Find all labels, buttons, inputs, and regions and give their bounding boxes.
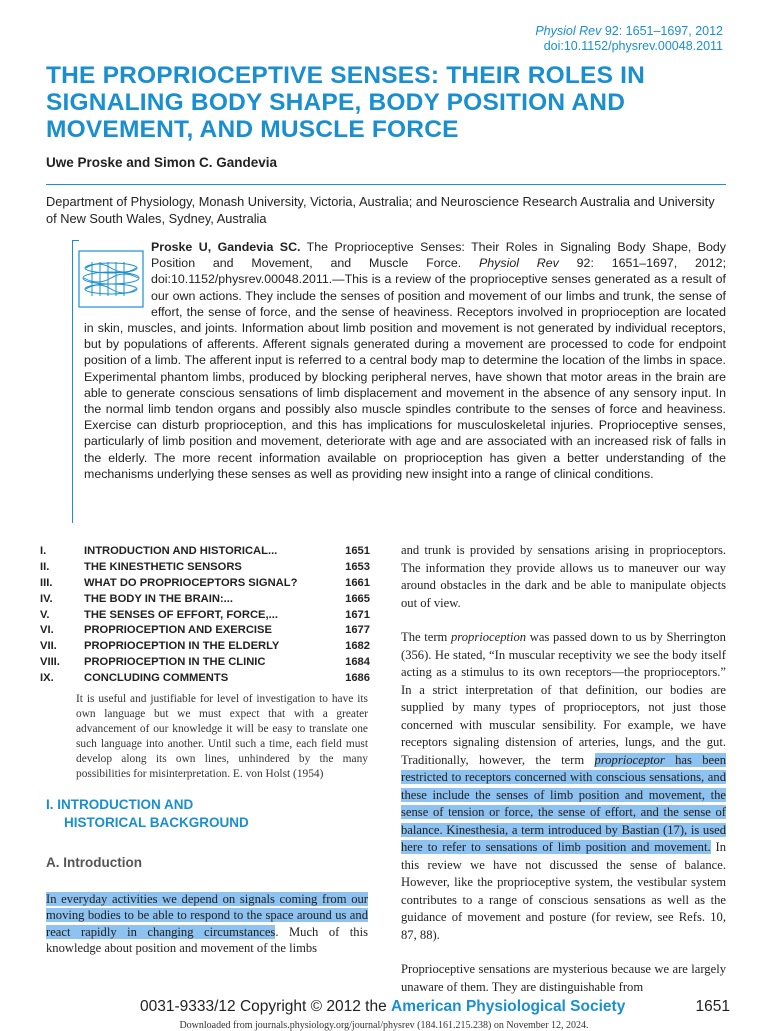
highlighted-text: [401, 753, 726, 855]
toc-item[interactable]: [40, 544, 370, 560]
term: proprioception: [451, 630, 527, 644]
toc-page: 1651: [345, 545, 370, 557]
toc-title: PROPRIOCEPTION IN THE ELDERLY: [84, 640, 280, 653]
toc-page: 1671: [345, 608, 370, 621]
abstract: [84, 239, 726, 482]
toc-item[interactable]: [40, 560, 370, 576]
toc-page: 1661: [345, 576, 370, 589]
toc-page: 1682: [345, 640, 370, 653]
epigraph-quote: It is useful and justifiable for level of investigation to have its own language but we must expect that with a greater advancement of our knowledge it will be easy to translate one such language into another. Until such a time, each field must develop along its own lines, unhindered by the many possibilities for misinterpretation. E. von Holst (1954): [76, 693, 368, 780]
toc-num: IV.: [40, 592, 53, 605]
toc-num: V.: [40, 608, 50, 621]
toc-num: VI.: [40, 624, 54, 637]
paragraph: Proprioceptive sensations are mysterious because we are largely unaware of them. They are distinguishable from: [401, 962, 726, 994]
copyright-footer: [140, 998, 730, 1016]
download-notice: Downloaded from journals.physiology.org/journal/physrev (184.161.215.238) on November 12, 2024.: [179, 1020, 589, 1031]
toc-item[interactable]: [40, 576, 370, 592]
toc-num: IX.: [40, 672, 54, 685]
toc-num: I.: [40, 545, 47, 557]
subsection-heading: A. Introduction: [46, 855, 142, 870]
abstract-citation-text: The Proprioceptive Senses: Their Roles in Signaling Body Shape, Body Position and Movement, and Muscle Force.: [151, 240, 726, 271]
toc-item[interactable]: [40, 592, 370, 608]
article-title: THE PROPRIOCEPTIVE SENSES: THEIR ROLES IN SIGNALING BODY SHAPE, BODY POSITION AND MOVEMENT, AND MUSCLE FORCE: [46, 62, 646, 143]
toc-title: THE KINESTHETIC SENSORS: [84, 560, 242, 573]
paragraph: and trunk is provided by sensations arising in proprioceptors. The information they provide allows us to maneuver our way around obstacles in the dark and be able to manipulate objects out of view.: [401, 543, 726, 610]
toc-title: CONCLUDING COMMENTS: [84, 672, 229, 685]
paragraph: [401, 629, 726, 944]
journal-name: Physiol Rev: [535, 24, 602, 38]
toc-title: WHAT DO PROPRIOCEPTORS SIGNAL?: [84, 576, 298, 589]
toc-num: VIII.: [40, 656, 60, 669]
term: proprioceptor: [594, 752, 665, 767]
body-text: In this review we have not discussed the sense of balance. However, like the proprioceptive system, the vestibular system contributes to a range of conscious sensations as well as the guidance of movement and posture (for review, see Refs. 10, 87, 88).: [401, 840, 727, 942]
toc-item[interactable]: [40, 671, 370, 687]
abstract-journal: Physiol Rev: [479, 256, 559, 271]
journal-doi: doi:10.1152/physrev.00048.2011: [543, 39, 723, 53]
body-column-left: [46, 891, 368, 956]
society-name: American Physiological Society: [391, 998, 626, 1015]
page-number: 1651: [695, 998, 730, 1015]
journal-citation: 92: 1651–1697, 2012: [604, 24, 723, 38]
highlighted-body: has been restricted to receptors concerned with conscious sensations, and these include the senses of limb position and movement, the sense of tension or force, the sense of effort, and the sense of balance. Kinesthesia, a term introduced by Bastian (17), is used here to refer to sensations of limb position and movement.: [401, 752, 727, 854]
copyright-text: 0031-9333/12 Copyright © 2012 the: [140, 998, 391, 1015]
toc-item[interactable]: [40, 608, 370, 624]
journal-reference: [535, 24, 723, 54]
affiliation: Department of Physiology, Monash University, Victoria, Australia; and Neuroscience Research Australia and University of New South Wales, Sydney, Australia: [46, 194, 715, 226]
toc-title: THE SENSES OF EFFORT, FORCE,...: [84, 608, 278, 621]
toc-page: 1677: [345, 624, 370, 637]
header-divider: [46, 184, 726, 185]
toc-title: INTRODUCTION AND HISTORICAL...: [84, 545, 278, 557]
authors: Uwe Proske and Simon C. Gandevia: [46, 155, 278, 170]
toc-page: 1653: [345, 560, 370, 573]
toc-num: III.: [40, 576, 53, 589]
body-text: . Much of this knowledge about position and movement of the limbs: [46, 924, 368, 955]
toc-title: PROPRIOCEPTION AND EXERCISE: [84, 624, 272, 637]
section-heading-line1: I. INTRODUCTION AND: [46, 797, 194, 812]
toc-num: II.: [40, 560, 50, 573]
toc-title: THE BODY IN THE BRAIN:...: [84, 592, 233, 605]
toc-item[interactable]: [40, 655, 370, 671]
body-column-right: [401, 542, 726, 1013]
toc-item[interactable]: [40, 639, 370, 655]
toc-page: 1686: [345, 672, 370, 685]
section-heading-line2: HISTORICAL BACKGROUND: [64, 815, 249, 830]
toc-page: 1684: [345, 656, 370, 669]
section-heading: [46, 796, 249, 832]
abstract-citation-rest: 92: 1651–1697, 2012; doi:10.1152/physrev.00048.2011.—: [151, 256, 727, 287]
highlighted-text: In everyday activities we depend on signals coming from our moving bodies to be able to respond to the space around us and react rapidly in changing circumstances: [46, 892, 368, 939]
abstract-icon-space: [84, 239, 151, 319]
toc-num: VII.: [40, 640, 57, 653]
body-text: was passed down to us by Sherrington (356). He stated, “In muscular receptivity we see the body itself acting as a stimulus to its own receptors—the proprioceptors.” In a strict interpretation of that definition, our bodies are supplied by many types of proprioceptors, not just those concerned with muscular sensibility. For example, we have receptors signaling distension of arteries, lungs, and the gut. Traditionally, however, the term: [401, 630, 726, 767]
toc-title: PROPRIOCEPTION IN THE CLINIC: [84, 656, 266, 669]
abstract-lead: Proske U, Gandevia SC.: [151, 240, 301, 254]
body-text: The term: [401, 630, 451, 644]
toc-item[interactable]: [40, 623, 370, 639]
toc-page: 1665: [345, 592, 370, 605]
table-of-contents: [40, 544, 370, 687]
abstract-body: This is a review of the proprioceptive senses generated as a result of our own actions. They include the senses of position and movement of our limbs and trunk, the sense of effort, the sense of force, and the sense of heaviness. Receptors involved in proprioception are located in skin, muscles, and joints. Information about limb position and movement is not generated by individual receptors, but by populations of afferents. Afferent signals generated during a movement are processed to code for endpoint position of a limb. The afferent input is referred to a central body map to determine the location of the limbs in space. Experimental phantom limbs, produced by blocking peripheral nerves, have shown that motor areas in the brain are able to generate conscious sensations of limb displacement and movement in the absence of any sensory input. In the normal limb tendon organs and possibly also muscle spindles contribute to the senses of force and heaviness. Exercise can disturb proprioception, and this has implications for musculoskeletal injuries. Proprioceptive senses, particularly of limb position and movement, deteriorate with age and are associated with an increased risk of falls in the elderly. The more recent information available on proprioception has given a better understanding of the mechanisms underlying these senses as well as providing new insight into a range of clinical conditions.: [84, 272, 726, 481]
